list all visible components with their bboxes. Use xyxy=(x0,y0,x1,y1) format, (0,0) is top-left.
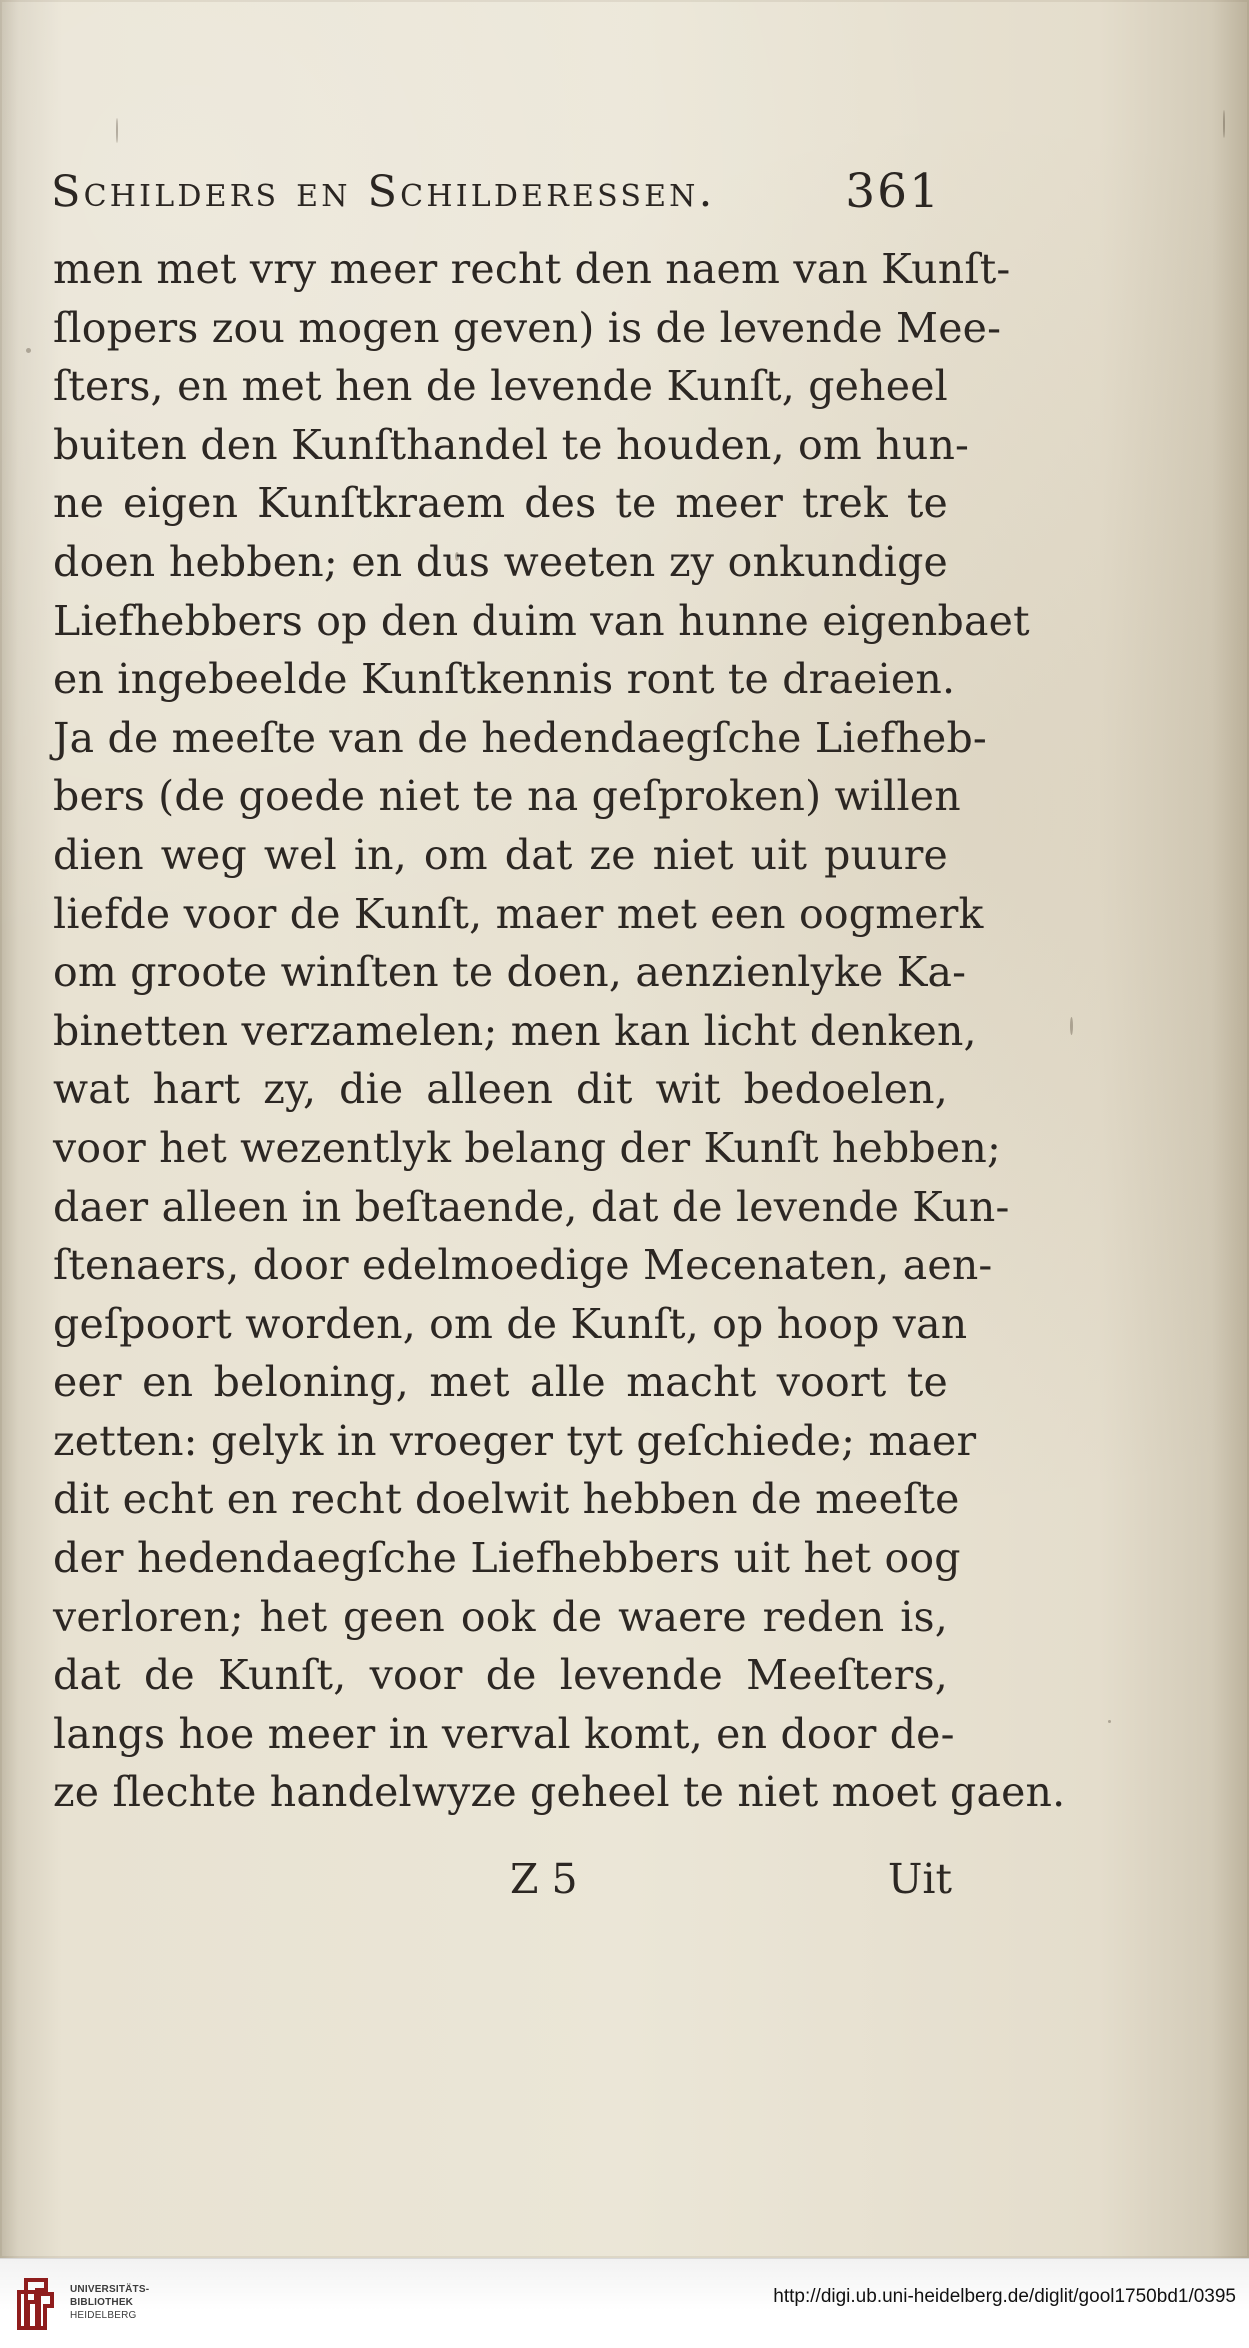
text-line: geſpoort worden, om de Kunſt, op hoop van xyxy=(53,1299,968,1348)
running-title: Schilders en Schilderessen. xyxy=(51,167,716,217)
text-line: Ja de meeſte van de hedendaegſche Liefheb- xyxy=(53,713,987,762)
text-line: liefde voor de Kunſt, maer met een oogmerk xyxy=(53,889,984,938)
library-name-line: BIBLIOTHEK xyxy=(70,2297,134,2308)
text-line: eer en beloning, met alle macht voort te xyxy=(53,1358,948,1407)
text-line: der hedendaegſche Liefhebbers uit het oog xyxy=(53,1534,961,1583)
library-name-line: UNIVERSITÄTS- xyxy=(70,2284,150,2295)
text-line: ſlopers zou mogen geven) is de levende Mee- xyxy=(53,303,1002,352)
paper-speck xyxy=(26,348,31,353)
text-line: om groote winſten te doen, aenzienlyke Ka- xyxy=(53,948,967,997)
text-line: verloren; het geen ook de waere reden is, xyxy=(53,1592,948,1641)
running-header xyxy=(51,162,941,222)
page-footer-line xyxy=(510,1850,952,1908)
text-line: ne eigen Kunſtkraem des te meer trek te xyxy=(53,479,948,528)
signature-mark: Z 5 xyxy=(510,1855,578,1903)
text-line: dien weg wel in, om dat ze niet uit puure xyxy=(53,830,948,879)
page-number: 361 xyxy=(845,164,941,219)
university-library-logo-icon xyxy=(16,2272,56,2336)
text-line: binetten verzamelen; men kan licht denken, xyxy=(53,1006,977,1055)
text-line: doen hebben; en dus weeten zy onkundige xyxy=(53,537,948,586)
text-line: ſters, en met hen de levende Kunſt, geheel xyxy=(53,362,948,411)
catchword: Uit xyxy=(887,1855,952,1903)
source-url[interactable]: http://digi.ub.uni-heidelberg.de/diglit/gool1750bd1/0395 xyxy=(773,2286,1236,2307)
paper-speck xyxy=(1223,110,1225,138)
text-line: ze ſlechte handelwyze geheel te niet moet gaen. xyxy=(53,1768,1066,1817)
paper-speck xyxy=(1108,1720,1111,1723)
text-line: wat hart zy, die alleen dit wit bedoelen, xyxy=(53,1065,948,1114)
text-line: bers (de goede niet te na geſproken) willen xyxy=(53,772,961,821)
text-line: zetten: gelyk in vroeger tyt geſchiede; maer xyxy=(53,1416,977,1465)
text-line: daer alleen in beſtaende, dat de levende Kun- xyxy=(53,1182,1010,1231)
book-text-block xyxy=(53,240,1066,1822)
text-line: ſtenaers, door edelmoedige Mecenaten, aen- xyxy=(53,1241,993,1290)
text-line: dat de Kunſt, voor de levende Meeſters, xyxy=(53,1651,948,1700)
library-name-line: HEIDELBERG xyxy=(70,2310,137,2321)
paper-speck xyxy=(116,118,118,143)
text-line: en ingebeelde Kunſtkennis ront te draeien. xyxy=(53,655,956,704)
library-name xyxy=(70,2283,210,2322)
text-line: Liefhebbers op den duim van hunne eigenbaet xyxy=(53,596,1030,645)
text-line: voor het wezentlyk belang der Kunſt hebben; xyxy=(53,1123,1001,1172)
text-line: dit echt en recht doelwit hebben de meeſte xyxy=(53,1475,960,1524)
text-line: langs hoe meer in verval komt, en door de- xyxy=(53,1709,955,1758)
text-line: men met vry meer recht den naem van Kunſt- xyxy=(53,245,1011,293)
text-line: buiten den Kunſthandel te houden, om hun- xyxy=(53,420,970,469)
paper-speck xyxy=(1070,1017,1073,1035)
